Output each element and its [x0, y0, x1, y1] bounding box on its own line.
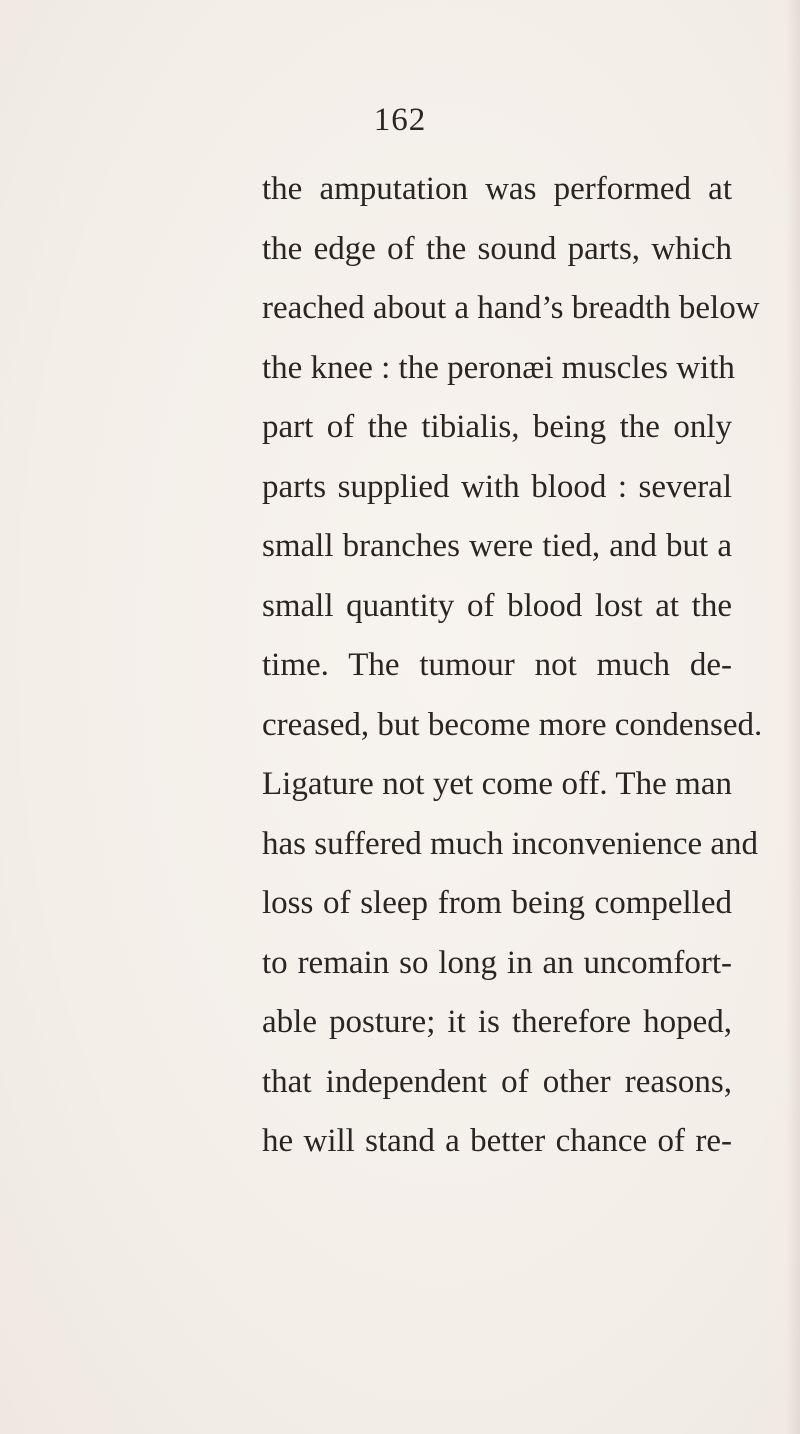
text-line-14: to remain so long in an uncomfort-	[262, 944, 732, 981]
text-line-4: the knee : the peronæi muscles with	[262, 349, 735, 386]
text-line-10: creased, but become more condensed.	[262, 706, 763, 743]
text-line-9: time. The tumour not much de-	[262, 647, 732, 683]
text-line-1: the amputation was performed at	[262, 171, 732, 207]
page-edge-shadow	[786, 0, 800, 1434]
text-line-15: able posture; it is therefore hoped,	[262, 1004, 732, 1040]
text-line-7: small branches were tied, and but a	[262, 528, 732, 564]
text-line-16: that independent of other reasons,	[262, 1063, 732, 1100]
text-line-5: part of the tibialis, being the only	[262, 409, 732, 445]
text-line-2: the edge of the sound parts, which	[262, 230, 732, 267]
body-text	[262, 160, 763, 1172]
text-line-6: parts supplied with blood : several	[262, 468, 732, 505]
text-line-12: has suffered much inconvenience and	[262, 825, 759, 862]
text-line-17: he will stand a better chance of re-	[262, 1123, 732, 1159]
text-line-8: small quantity of blood lost at the	[262, 587, 732, 624]
text-line-11: Ligature not yet come off. The man	[262, 766, 732, 802]
text-line-3: reached about a hand’s breadth below	[262, 290, 760, 326]
page-number: 162	[373, 102, 427, 138]
text-line-13: loss of sleep from being compelled	[262, 885, 732, 921]
